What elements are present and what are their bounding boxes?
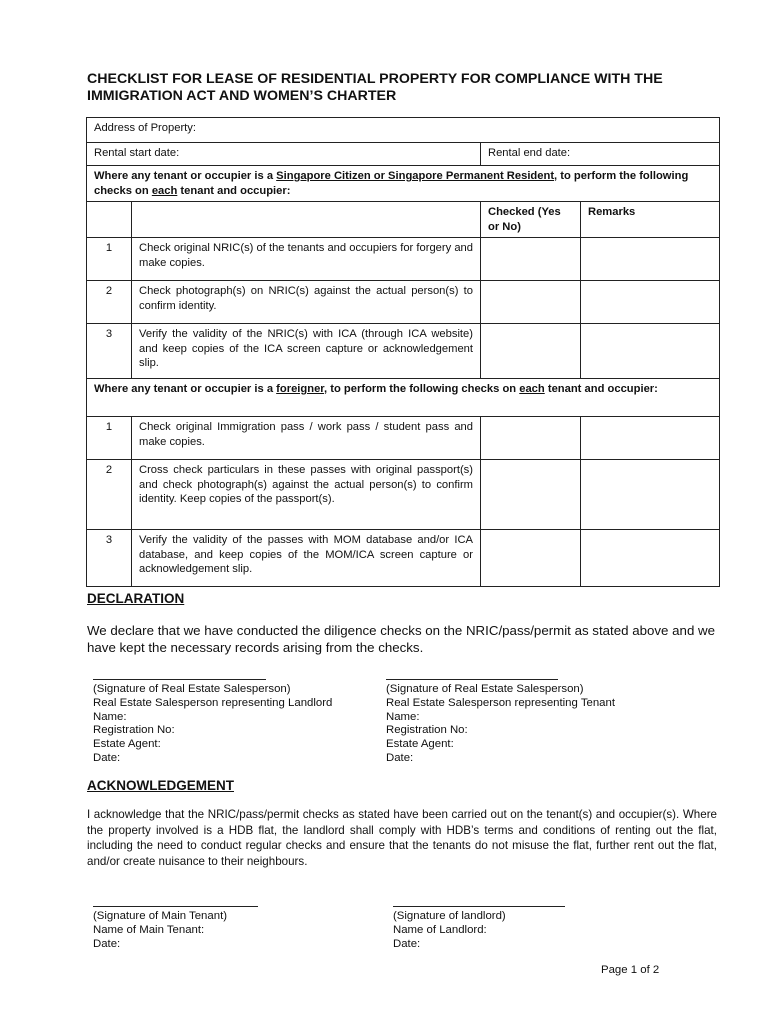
landlord-signature-block — [393, 906, 653, 951]
role-label: Real Estate Salesperson representing Landlord — [93, 696, 333, 709]
table-row — [87, 530, 720, 587]
date-label: Date: — [393, 937, 421, 950]
name-label: Name: — [386, 710, 420, 723]
remarks-cell[interactable] — [581, 460, 720, 530]
checked-cell[interactable] — [481, 324, 581, 379]
date-label: Date: — [93, 751, 121, 764]
address-of-property-field[interactable] — [87, 118, 720, 143]
declaration-text: We declare that we have conducted the diligence checks on the NRIC/pass/permit as stated above and we have kept the necessary records arising from the checks. — [87, 623, 716, 655]
check-description: Verify the validity of the passes with MOM database and/or ICA database, and keep copies of the MOM/ICA screen capture or acknowledgement slip. — [132, 530, 481, 587]
checked-cell[interactable] — [481, 238, 581, 281]
remarks-cell[interactable] — [581, 530, 720, 587]
rental-end-label: Rental end date: — [488, 147, 571, 159]
date-label: Date: — [386, 751, 414, 764]
page-number: Page 1 of 2 — [601, 964, 660, 976]
remarks-column-header: Remarks — [581, 202, 720, 238]
salesperson-landlord-signature-block — [93, 679, 375, 766]
address-row — [87, 118, 720, 143]
signature-caption: (Signature of Main Tenant) — [93, 910, 228, 922]
rental-start-field[interactable] — [87, 143, 481, 166]
section1-heading: Where any tenant or occupier is a Singapore Citizen or Singapore Permanent Resident, to perform the following checks on each tenant and occupier: — [87, 166, 720, 202]
check-description: Check original NRIC(s) of the tenants and occupiers for forgery and make copies. — [132, 238, 481, 281]
rental-end-field[interactable] — [481, 143, 720, 166]
table-row — [87, 417, 720, 460]
estate-agent-label: Estate Agent: — [93, 738, 161, 751]
table-row — [87, 324, 720, 379]
estate-agent-label: Estate Agent: — [386, 738, 454, 751]
check-description: Check original Immigration pass / work pass / student pass and make copies. — [132, 417, 481, 460]
row-number: 1 — [87, 417, 132, 460]
column-header-row — [87, 202, 720, 238]
checked-cell[interactable] — [481, 460, 581, 530]
remarks-cell[interactable] — [581, 238, 720, 281]
row-number: 3 — [87, 530, 132, 587]
date-label: Date: — [93, 937, 121, 950]
check-description: Check photograph(s) on NRIC(s) against the actual person(s) to confirm identity. — [132, 281, 481, 324]
salesperson-tenant-signature-block — [386, 679, 686, 766]
signature-caption: (Signature of landlord) — [393, 910, 506, 922]
section2-header-row — [87, 379, 720, 417]
name-label: Name: — [93, 710, 127, 723]
table-row — [87, 281, 720, 324]
row-number: 3 — [87, 324, 132, 379]
checklist-table — [86, 117, 720, 587]
acknowledgement-heading: ACKNOWLEDGEMENT — [87, 778, 234, 793]
signature-line[interactable] — [386, 679, 558, 680]
checked-column-header: Checked (Yes or No) — [481, 202, 581, 238]
remarks-cell[interactable] — [581, 417, 720, 460]
row-number: 2 — [87, 460, 132, 530]
checked-cell[interactable] — [481, 281, 581, 324]
signature-caption: (Signature of Real Estate Salesperson) — [93, 683, 291, 695]
row-number: 1 — [87, 238, 132, 281]
name-label: Name of Main Tenant: — [93, 923, 205, 936]
checked-cell[interactable] — [481, 417, 581, 460]
declaration-heading: DECLARATION — [87, 591, 185, 606]
check-description: Cross check particulars in these passes with original passport(s) and check photograph(s) against the actual person(s) to confirm identity. Keep copies of the passport(s). — [132, 460, 481, 530]
rental-dates-row — [87, 143, 720, 166]
check-description: Verify the validity of the NRIC(s) with ICA (through ICA website) and keep copies of the ICA screen capture or acknowledgement slip. — [132, 324, 481, 379]
acknowledgement-text: I acknowledge that the NRIC/pass/permit checks as stated have been carried out on the tenant(s) and occupier(s). Where the property involved is a HDB flat, the landlord shall comply with HDB’s terms and conditions of renting out the flat, including the need to conduct regular checks and ensure that the tenants do not misuse the flat, further rent out the flat, and/or create nuisance to their neighbours. — [87, 808, 717, 868]
rental-start-label: Rental start date: — [94, 147, 180, 159]
role-label: Real Estate Salesperson representing Tenant — [386, 696, 616, 709]
remarks-cell[interactable] — [581, 281, 720, 324]
name-label: Name of Landlord: — [393, 923, 487, 936]
table-row — [87, 460, 720, 530]
row-number: 2 — [87, 281, 132, 324]
registration-label: Registration No: — [93, 724, 175, 737]
signature-line[interactable] — [93, 906, 258, 907]
main-tenant-signature-block — [93, 906, 353, 951]
signature-caption: (Signature of Real Estate Salesperson) — [386, 683, 584, 695]
signature-line[interactable] — [393, 906, 565, 907]
section1-header-row — [87, 166, 720, 202]
section2-heading: Where any tenant or occupier is a foreigner, to perform the following checks on each tenant and occupier: — [87, 379, 720, 417]
address-label: Address of Property: — [94, 122, 196, 134]
remarks-cell[interactable] — [581, 324, 720, 379]
checked-cell[interactable] — [481, 530, 581, 587]
document-title: CHECKLIST FOR LEASE OF RESIDENTIAL PROPERTY FOR COMPLIANCE WITH THE IMMIGRATION ACT AND WOMEN’S CHARTER — [87, 71, 663, 104]
table-row — [87, 238, 720, 281]
registration-label: Registration No: — [386, 724, 468, 737]
signature-line[interactable] — [93, 679, 266, 680]
